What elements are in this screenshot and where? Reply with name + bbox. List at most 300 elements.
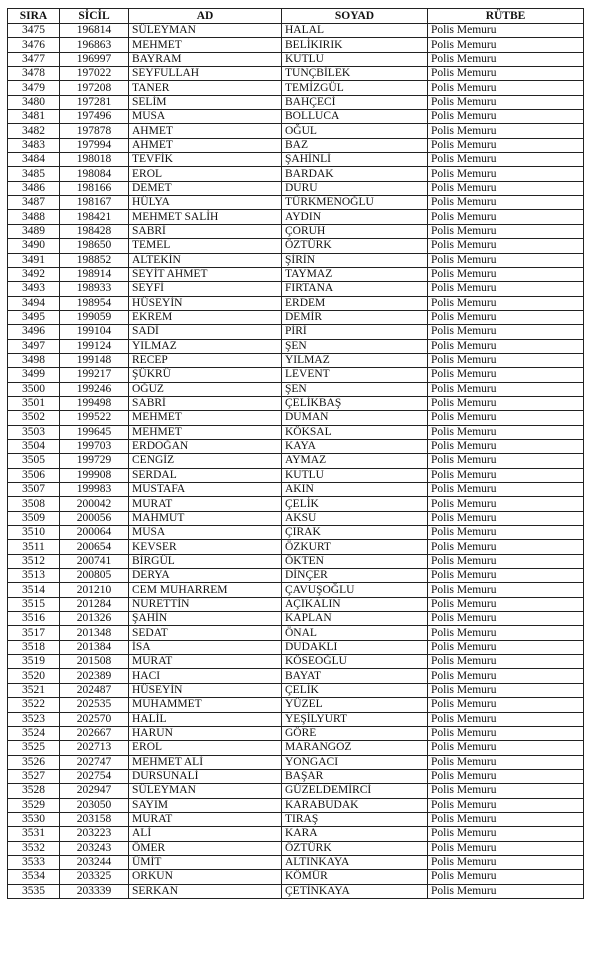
cell-sicil: 197208	[60, 81, 129, 95]
cell-sira: 3517	[8, 626, 60, 640]
header-ad: AD	[129, 9, 282, 24]
cell-ad: ŞÜKRÜ	[129, 368, 282, 382]
cell-sira: 3511	[8, 540, 60, 554]
cell-sira: 3523	[8, 712, 60, 726]
cell-sicil: 199246	[60, 382, 129, 396]
table-row	[8, 353, 584, 367]
cell-ad: MEHMET SALİH	[129, 210, 282, 224]
cell-sicil: 201348	[60, 626, 129, 640]
table-row	[8, 454, 584, 468]
cell-sira: 3480	[8, 95, 60, 109]
cell-sicil: 197496	[60, 110, 129, 124]
cell-ad: İSA	[129, 640, 282, 654]
cell-sira: 3479	[8, 81, 60, 95]
table-header	[8, 9, 584, 24]
cell-ad: ORKUN	[129, 870, 282, 884]
cell-soyad: TIRAŞ	[282, 812, 428, 826]
cell-soyad: ÇORUH	[282, 224, 428, 238]
cell-rutbe: Polis Memuru	[428, 712, 584, 726]
cell-ad: SEYFULLAH	[129, 67, 282, 81]
cell-sicil: 201326	[60, 612, 129, 626]
cell-rutbe: Polis Memuru	[428, 224, 584, 238]
cell-ad: MEHMET ALİ	[129, 755, 282, 769]
table-row	[8, 296, 584, 310]
cell-ad: MAHMUT	[129, 511, 282, 525]
cell-ad: RECEP	[129, 353, 282, 367]
cell-rutbe: Polis Memuru	[428, 769, 584, 783]
cell-soyad: FIRTANA	[282, 282, 428, 296]
table-row	[8, 884, 584, 898]
cell-rutbe: Polis Memuru	[428, 798, 584, 812]
cell-ad: DERYA	[129, 569, 282, 583]
cell-ad: SERKAN	[129, 884, 282, 898]
cell-ad: MUSA	[129, 526, 282, 540]
table-row	[8, 554, 584, 568]
cell-sira: 3515	[8, 597, 60, 611]
table-row	[8, 798, 584, 812]
cell-rutbe: Polis Memuru	[428, 296, 584, 310]
cell-rutbe: Polis Memuru	[428, 683, 584, 697]
cell-sicil: 200064	[60, 526, 129, 540]
cell-sira: 3493	[8, 282, 60, 296]
cell-sicil: 199124	[60, 339, 129, 353]
cell-ad: BAYRAM	[129, 52, 282, 66]
cell-ad: YILMAZ	[129, 339, 282, 353]
table-row	[8, 569, 584, 583]
table-row	[8, 712, 584, 726]
cell-sicil: 200805	[60, 569, 129, 583]
cell-ad: TEVFİK	[129, 153, 282, 167]
cell-soyad: AÇIKALIN	[282, 597, 428, 611]
table-row	[8, 153, 584, 167]
cell-sira: 3482	[8, 124, 60, 138]
cell-sira: 3504	[8, 439, 60, 453]
table-row	[8, 640, 584, 654]
cell-soyad: ÇELİKBAŞ	[282, 396, 428, 410]
cell-sira: 3533	[8, 855, 60, 869]
cell-rutbe: Polis Memuru	[428, 52, 584, 66]
cell-sira: 3500	[8, 382, 60, 396]
cell-sicil: 200042	[60, 497, 129, 511]
cell-rutbe: Polis Memuru	[428, 726, 584, 740]
cell-soyad: AYMAZ	[282, 454, 428, 468]
cell-rutbe: Polis Memuru	[428, 339, 584, 353]
cell-ad: SÜLEYMAN	[129, 24, 282, 38]
header-rutbe: RÜTBE	[428, 9, 584, 24]
cell-soyad: AKIN	[282, 483, 428, 497]
cell-soyad: KAPLAN	[282, 612, 428, 626]
cell-soyad: TEMİZGÜL	[282, 81, 428, 95]
cell-soyad: BOLLUCA	[282, 110, 428, 124]
cell-rutbe: Polis Memuru	[428, 167, 584, 181]
cell-rutbe: Polis Memuru	[428, 526, 584, 540]
cell-sira: 3484	[8, 153, 60, 167]
cell-sicil: 198428	[60, 224, 129, 238]
cell-sira: 3487	[8, 196, 60, 210]
cell-sicil: 199148	[60, 353, 129, 367]
cell-sira: 3509	[8, 511, 60, 525]
cell-sira: 3531	[8, 827, 60, 841]
cell-sira: 3499	[8, 368, 60, 382]
cell-soyad: DUDAKLI	[282, 640, 428, 654]
cell-soyad: ÖZKURT	[282, 540, 428, 554]
cell-sicil: 202947	[60, 784, 129, 798]
cell-sicil: 202747	[60, 755, 129, 769]
cell-sira: 3526	[8, 755, 60, 769]
table-row	[8, 468, 584, 482]
cell-sira: 3518	[8, 640, 60, 654]
cell-rutbe: Polis Memuru	[428, 511, 584, 525]
cell-ad: MUSA	[129, 110, 282, 124]
cell-soyad: KAYA	[282, 439, 428, 453]
cell-ad: MEHMET	[129, 38, 282, 52]
cell-sira: 3501	[8, 396, 60, 410]
cell-sira: 3494	[8, 296, 60, 310]
cell-sicil: 199908	[60, 468, 129, 482]
cell-soyad: BAHÇECİ	[282, 95, 428, 109]
cell-sicil: 203339	[60, 884, 129, 898]
cell-sicil: 196814	[60, 24, 129, 38]
cell-ad: AHMET	[129, 124, 282, 138]
cell-sicil: 198933	[60, 282, 129, 296]
table-row	[8, 439, 584, 453]
table-row	[8, 239, 584, 253]
cell-sira: 3503	[8, 425, 60, 439]
cell-sira: 3522	[8, 698, 60, 712]
cell-ad: TANER	[129, 81, 282, 95]
table-row	[8, 224, 584, 238]
cell-sicil: 196863	[60, 38, 129, 52]
table-row	[8, 138, 584, 152]
cell-sicil: 202713	[60, 741, 129, 755]
cell-sicil: 199498	[60, 396, 129, 410]
cell-sira: 3496	[8, 325, 60, 339]
cell-ad: ALİ	[129, 827, 282, 841]
header-soyad: SOYAD	[282, 9, 428, 24]
cell-soyad: KARA	[282, 827, 428, 841]
cell-rutbe: Polis Memuru	[428, 239, 584, 253]
table-row	[8, 870, 584, 884]
cell-soyad: ŞEN	[282, 339, 428, 353]
cell-rutbe: Polis Memuru	[428, 425, 584, 439]
cell-ad: ÜMİT	[129, 855, 282, 869]
cell-rutbe: Polis Memuru	[428, 827, 584, 841]
cell-rutbe: Polis Memuru	[428, 583, 584, 597]
cell-rutbe: Polis Memuru	[428, 382, 584, 396]
cell-ad: SAYIM	[129, 798, 282, 812]
cell-ad: MUHAMMET	[129, 698, 282, 712]
cell-sicil: 200741	[60, 554, 129, 568]
cell-sira: 3519	[8, 655, 60, 669]
cell-sicil: 198166	[60, 181, 129, 195]
cell-rutbe: Polis Memuru	[428, 884, 584, 898]
cell-soyad: ÇELİK	[282, 683, 428, 697]
cell-ad: MURAT	[129, 497, 282, 511]
cell-sira: 3502	[8, 411, 60, 425]
cell-soyad: ERDEM	[282, 296, 428, 310]
cell-rutbe: Polis Memuru	[428, 138, 584, 152]
cell-ad: DURSUNALİ	[129, 769, 282, 783]
cell-soyad: BAŞAR	[282, 769, 428, 783]
cell-sicil: 202754	[60, 769, 129, 783]
cell-sira: 3505	[8, 454, 60, 468]
cell-ad: SEYFİ	[129, 282, 282, 296]
cell-ad: DEMET	[129, 181, 282, 195]
cell-ad: SERDAL	[129, 468, 282, 482]
cell-sicil: 196997	[60, 52, 129, 66]
cell-ad: SÜLEYMAN	[129, 784, 282, 798]
table-row	[8, 483, 584, 497]
cell-sicil: 197281	[60, 95, 129, 109]
cell-rutbe: Polis Memuru	[428, 153, 584, 167]
cell-rutbe: Polis Memuru	[428, 181, 584, 195]
cell-rutbe: Polis Memuru	[428, 870, 584, 884]
cell-rutbe: Polis Memuru	[428, 755, 584, 769]
cell-rutbe: Polis Memuru	[428, 95, 584, 109]
cell-sicil: 200056	[60, 511, 129, 525]
cell-sicil: 202535	[60, 698, 129, 712]
table-row	[8, 655, 584, 669]
cell-soyad: HALAL	[282, 24, 428, 38]
table-row	[8, 526, 584, 540]
cell-ad: EROL	[129, 167, 282, 181]
table-row	[8, 583, 584, 597]
cell-sicil: 200654	[60, 540, 129, 554]
cell-sira: 3485	[8, 167, 60, 181]
cell-soyad: BAYAT	[282, 669, 428, 683]
cell-soyad: YONGACI	[282, 755, 428, 769]
table-row	[8, 310, 584, 324]
cell-soyad: KUTLU	[282, 52, 428, 66]
table-row	[8, 325, 584, 339]
cell-soyad: OĞUL	[282, 124, 428, 138]
cell-rutbe: Polis Memuru	[428, 210, 584, 224]
cell-soyad: AYDIN	[282, 210, 428, 224]
cell-ad: ŞAHİN	[129, 612, 282, 626]
table-body	[8, 24, 584, 899]
cell-soyad: DİNÇER	[282, 569, 428, 583]
cell-sira: 3506	[8, 468, 60, 482]
cell-soyad: ÖZTÜRK	[282, 239, 428, 253]
cell-ad: ERDOĞAN	[129, 439, 282, 453]
cell-soyad: DUMAN	[282, 411, 428, 425]
table-row	[8, 812, 584, 826]
cell-sira: 3488	[8, 210, 60, 224]
cell-soyad: KÖMÜR	[282, 870, 428, 884]
cell-rutbe: Polis Memuru	[428, 67, 584, 81]
cell-sira: 3475	[8, 24, 60, 38]
cell-ad: MUSTAFA	[129, 483, 282, 497]
cell-rutbe: Polis Memuru	[428, 368, 584, 382]
table-row	[8, 181, 584, 195]
cell-sicil: 202389	[60, 669, 129, 683]
cell-sicil: 201284	[60, 597, 129, 611]
cell-sicil: 197994	[60, 138, 129, 152]
cell-sira: 3492	[8, 267, 60, 281]
cell-soyad: MARANGOZ	[282, 741, 428, 755]
cell-rutbe: Polis Memuru	[428, 540, 584, 554]
cell-ad: HACI	[129, 669, 282, 683]
cell-sicil: 203243	[60, 841, 129, 855]
cell-soyad: KÖSEOĞLU	[282, 655, 428, 669]
table-row	[8, 769, 584, 783]
table-row	[8, 38, 584, 52]
cell-sira: 3498	[8, 353, 60, 367]
table-row	[8, 196, 584, 210]
cell-ad: MEHMET	[129, 425, 282, 439]
cell-rutbe: Polis Memuru	[428, 454, 584, 468]
cell-soyad: KARABUDAK	[282, 798, 428, 812]
cell-rutbe: Polis Memuru	[428, 124, 584, 138]
cell-rutbe: Polis Memuru	[428, 612, 584, 626]
cell-rutbe: Polis Memuru	[428, 396, 584, 410]
cell-ad: NURETTİN	[129, 597, 282, 611]
cell-sira: 3524	[8, 726, 60, 740]
table-row	[8, 726, 584, 740]
cell-sicil: 202487	[60, 683, 129, 697]
cell-sicil: 203325	[60, 870, 129, 884]
cell-sicil: 199645	[60, 425, 129, 439]
table-row	[8, 425, 584, 439]
table-row	[8, 95, 584, 109]
cell-sira: 3481	[8, 110, 60, 124]
cell-rutbe: Polis Memuru	[428, 640, 584, 654]
cell-sicil: 199522	[60, 411, 129, 425]
cell-soyad: KUTLU	[282, 468, 428, 482]
cell-rutbe: Polis Memuru	[428, 353, 584, 367]
personnel-table	[7, 8, 584, 899]
cell-sicil: 203244	[60, 855, 129, 869]
cell-rutbe: Polis Memuru	[428, 483, 584, 497]
cell-sira: 3512	[8, 554, 60, 568]
cell-sira: 3527	[8, 769, 60, 783]
table-row	[8, 683, 584, 697]
table-row	[8, 253, 584, 267]
cell-soyad: GÜZELDEMİRCİ	[282, 784, 428, 798]
cell-rutbe: Polis Memuru	[428, 698, 584, 712]
cell-rutbe: Polis Memuru	[428, 597, 584, 611]
table-row	[8, 339, 584, 353]
table-row	[8, 67, 584, 81]
cell-sicil: 199059	[60, 310, 129, 324]
cell-sicil: 201384	[60, 640, 129, 654]
table-row	[8, 110, 584, 124]
header-sicil: SİCİL	[60, 9, 129, 24]
cell-sira: 3483	[8, 138, 60, 152]
cell-sira: 3478	[8, 67, 60, 81]
table-row	[8, 540, 584, 554]
cell-sicil: 198914	[60, 267, 129, 281]
cell-ad: KEVSER	[129, 540, 282, 554]
cell-sicil: 203158	[60, 812, 129, 826]
cell-soyad: TUNÇBİLEK	[282, 67, 428, 81]
cell-soyad: AKSU	[282, 511, 428, 525]
cell-rutbe: Polis Memuru	[428, 841, 584, 855]
cell-ad: SABRİ	[129, 396, 282, 410]
cell-sicil: 199217	[60, 368, 129, 382]
cell-sira: 3516	[8, 612, 60, 626]
cell-soyad: YÜZEL	[282, 698, 428, 712]
cell-sira: 3510	[8, 526, 60, 540]
cell-soyad: GÖRE	[282, 726, 428, 740]
table-row	[8, 669, 584, 683]
cell-sira: 3528	[8, 784, 60, 798]
cell-ad: SEDAT	[129, 626, 282, 640]
table-row	[8, 267, 584, 281]
cell-soyad: ÇAVUŞOĞLU	[282, 583, 428, 597]
cell-sicil: 199104	[60, 325, 129, 339]
cell-sicil: 203223	[60, 827, 129, 841]
cell-rutbe: Polis Memuru	[428, 468, 584, 482]
cell-rutbe: Polis Memuru	[428, 741, 584, 755]
table-row	[8, 52, 584, 66]
cell-sira: 3491	[8, 253, 60, 267]
cell-soyad: KÖKSAL	[282, 425, 428, 439]
cell-sicil: 198084	[60, 167, 129, 181]
cell-rutbe: Polis Memuru	[428, 196, 584, 210]
cell-soyad: PİRİ	[282, 325, 428, 339]
cell-ad: EKREM	[129, 310, 282, 324]
cell-rutbe: Polis Memuru	[428, 655, 584, 669]
cell-rutbe: Polis Memuru	[428, 267, 584, 281]
cell-soyad: LEVENT	[282, 368, 428, 382]
cell-rutbe: Polis Memuru	[428, 24, 584, 38]
cell-sira: 3486	[8, 181, 60, 195]
cell-rutbe: Polis Memuru	[428, 325, 584, 339]
cell-ad: SABRİ	[129, 224, 282, 238]
cell-ad: HÜSEYİN	[129, 683, 282, 697]
table-row	[8, 626, 584, 640]
header-sira: SIRA	[8, 9, 60, 24]
table-row	[8, 396, 584, 410]
cell-ad: HÜLYA	[129, 196, 282, 210]
cell-sira: 3508	[8, 497, 60, 511]
cell-soyad: ÇELİK	[282, 497, 428, 511]
table-row	[8, 827, 584, 841]
cell-ad: HALİL	[129, 712, 282, 726]
cell-ad: CEM MUHARREM	[129, 583, 282, 597]
cell-sira: 3497	[8, 339, 60, 353]
cell-soyad: ALTINKAYA	[282, 855, 428, 869]
cell-rutbe: Polis Memuru	[428, 411, 584, 425]
table-row	[8, 210, 584, 224]
cell-ad: SELİM	[129, 95, 282, 109]
cell-ad: OĞUZ	[129, 382, 282, 396]
cell-rutbe: Polis Memuru	[428, 253, 584, 267]
table-row	[8, 597, 584, 611]
cell-sicil: 202570	[60, 712, 129, 726]
table-row	[8, 124, 584, 138]
cell-sira: 3535	[8, 884, 60, 898]
cell-sira: 3513	[8, 569, 60, 583]
cell-ad: HARUN	[129, 726, 282, 740]
cell-ad: ALTEKİN	[129, 253, 282, 267]
cell-rutbe: Polis Memuru	[428, 38, 584, 52]
cell-soyad: ÇIRAK	[282, 526, 428, 540]
cell-sira: 3525	[8, 741, 60, 755]
cell-ad: HÜSEYİN	[129, 296, 282, 310]
cell-sicil: 202667	[60, 726, 129, 740]
cell-ad: ÖMER	[129, 841, 282, 855]
cell-rutbe: Polis Memuru	[428, 855, 584, 869]
cell-ad: CENGİZ	[129, 454, 282, 468]
cell-sicil: 198650	[60, 239, 129, 253]
cell-sira: 3534	[8, 870, 60, 884]
cell-sicil: 201508	[60, 655, 129, 669]
cell-soyad: ÖKTEN	[282, 554, 428, 568]
cell-sira: 3532	[8, 841, 60, 855]
cell-soyad: BELİKIRIK	[282, 38, 428, 52]
